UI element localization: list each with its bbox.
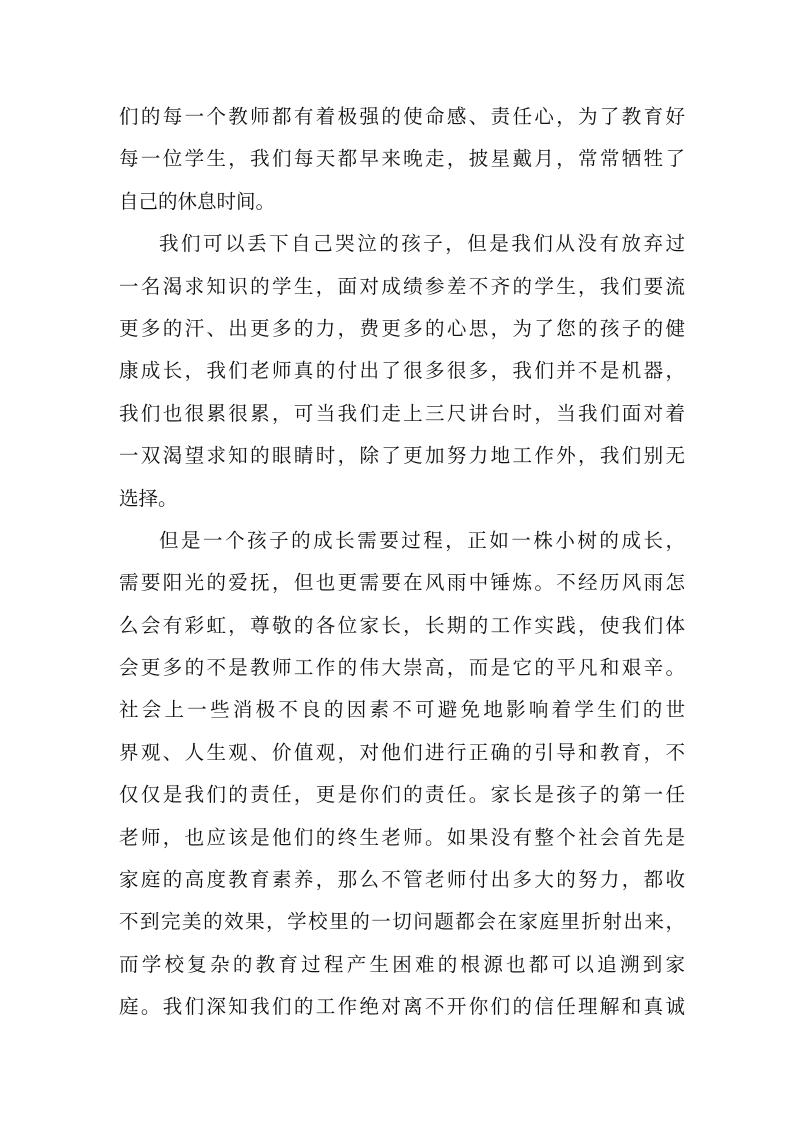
text-line: 自己的休息时间。 [119, 189, 276, 213]
text-line: 但是一个孩子的成长需要过程，正如一株小树的成长， [159, 528, 685, 552]
text-line: 而学校复杂的教育过程产生困难的根源也都可以追溯到家 [119, 952, 685, 976]
text-line: 么会有彩虹，尊敬的各位家长，长期的工作实践，使我们体 [119, 613, 685, 637]
text-line: 我们也很累很累，可当我们走上三尺讲台时，当我们面对着 [119, 401, 685, 425]
text-line: 老师，也应该是他们的终生老师。如果没有整个社会首先是 [119, 825, 685, 849]
text-line: 一名渴求知识的学生，面对成绩参差不齐的学生，我们要流 [119, 274, 685, 298]
text-line: 需要阳光的爱抚，但也更需要在风雨中锤炼。不经历风雨怎 [119, 571, 685, 595]
text-line: 不到完美的效果，学校里的一切问题都会在家庭里折射出来， [119, 910, 685, 934]
text-line: 社会上一些消极不良的因素不可避免地影响着学生们的世 [119, 698, 685, 722]
text-line: 界观、人生观、价值观，对他们进行正确的引导和教育，不 [119, 740, 685, 764]
body-text [119, 96, 685, 1029]
text-line: 家庭的高度教育素养，那么不管老师付出多大的努力，都收 [119, 868, 685, 892]
text-line: 更多的汗、出更多的力，费更多的心思，为了您的孩子的健 [119, 316, 685, 340]
text-line: 每一位学生，我们每天都早来晚走，披星戴月，常常牺牲了 [119, 147, 685, 171]
text-line: 庭。我们深知我们的工作绝对离不开你们的信任理解和真诚 [119, 995, 685, 1019]
text-line: 们的每一个教师都有着极强的使命感、责任心，为了教育好 [119, 105, 685, 128]
text-line: 我们可以丢下自己哭泣的孩子，但是我们从没有放弃过 [159, 232, 685, 256]
text-line: 选择。 [119, 486, 178, 510]
text-line: 会更多的不是教师工作的伟大崇高，而是它的平凡和艰辛。 [119, 656, 685, 680]
text-line: 仅仅是我们的责任，更是你们的责任。家长是孩子的第一任 [119, 783, 685, 807]
text-line: 一双渴望求知的眼睛时，除了更加努力地工作外，我们别无 [119, 444, 685, 468]
text-line: 康成长，我们老师真的付出了很多很多，我们并不是机器， [119, 359, 685, 383]
